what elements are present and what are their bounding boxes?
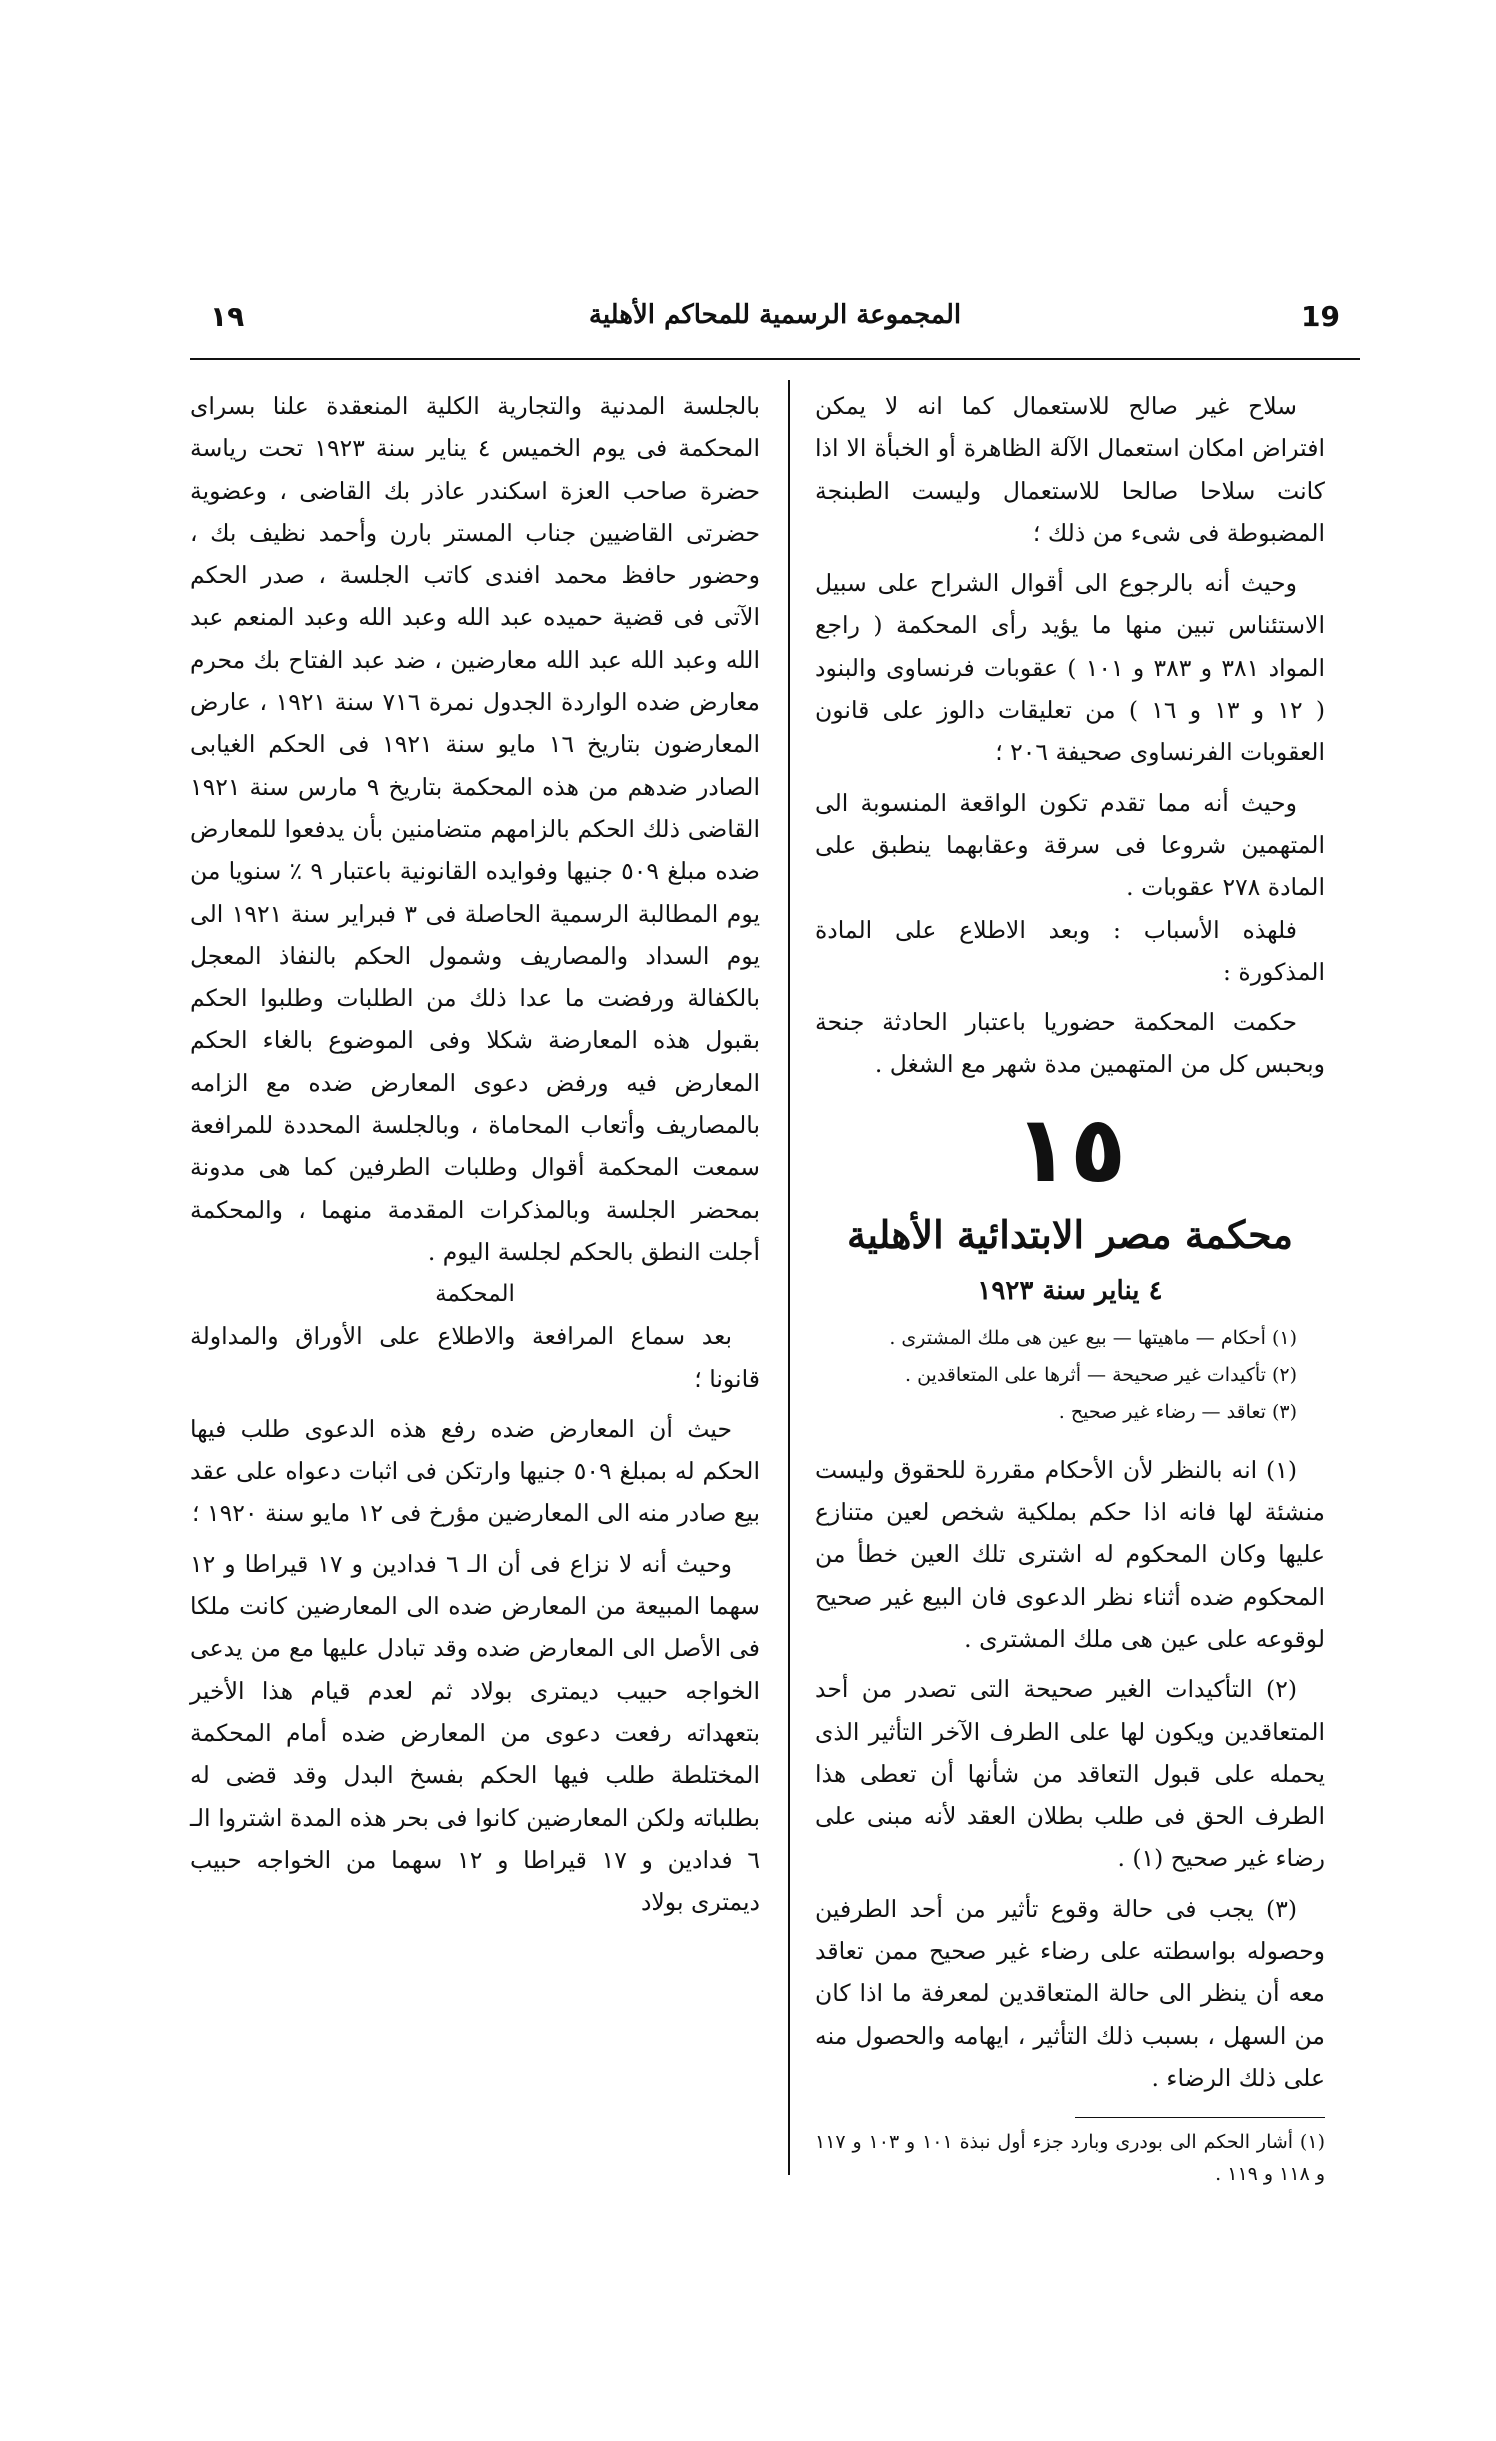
page-header [190,300,1360,344]
principle-paragraph: (٢) التأكيدات الغير صحيحة التى تصدر من أحد المتعاقدين ويكون لها على الطرف الآخر التأثير الذى يحمله على قبول التعاقد من شأنها أن تعطى هذا الطرف الحق فى طلب بطلان العقد لأنه مبنى على رضاء غير صحيح (١) . [815,1675,1325,1873]
footnote-rule [1075,2117,1325,2118]
section-heading: المحكمة [435,1281,515,1308]
paragraph: بالجلسة المدنية والتجارية الكلية المنعقدة علنا بسراى المحكمة فى يوم الخميس ٤ يناير سنة ١٩٢٣ تحت رياسة حضرة صاحب العزة اسكندر عاذر بك القاضى ، وعضوية حضرتى القاضيين جناب المستر بارن وأحمد نظيف بك ، وحضور حافظ محمد افندى كاتب الجلسة ، صدر الحكم الآتى فى قضية حميده عبد الله وعبد الله وعبد المنعم عبد الله وعبد الله عبد الله معارضين ، ضد عبد الفتاح بك محرم معارض ضده الواردة الجدول نمرة ٧١٦ سنة ١٩٢١ ، عارض المعارضون بتاريخ ١٦ مايو سنة ١٩٢١ فى الحكم الغيابى الصادر ضدهم من هذه المحكمة بتاريخ ٩ مارس سنة ١٩٢١ القاضى ذلك الحكم بالزامهم متضامنين بأن يدفعوا للمعارض ضده مبلغ ٥٠٩ جنيها وفوايده القانونية باعتبار ٩ ٪ سنويا من يوم المطالبة الرسمية الحاصلة فى ٣ فبراير سنة ١٩٢١ الى يوم السداد والمصاريف وشمول الحكم بالنفاذ المعجل بالكفالة ورفضت ما عدا ذلك من الطلبات وطلبوا الحكم بقبول هذه المعارضة شكلا وفى الموضوع بالغاء الحكم المعارض فيه ورفض دعوى المعارض ضده مع الزامه بالمصاريف وأتعاب المحاماة ، وبالجلسة المحددة للمرافعة سمعت المحكمة أقوال وطلبات الطرفين كما هى مدونة بمحضر الجلسة وبالمذكرات المقدمة منهما ، والمحكمة أجلت النطق بالحكم لجلسة اليوم . [190,392,760,1266]
paragraph: فلهذه الأسباب : وبعد الاطلاع على المادة المذكورة : [815,915,1325,986]
paragraph: وحيث أنه مما تقدم تكون الواقعة المنسوبة الى المتهمين شروعا فى سرقة وعقابهما ينطبق على المادة ٢٧٨ عقوبات . [815,788,1325,902]
summary-item: (٣) تعاقد — رضاء غير صحيح . [1058,1400,1297,1423]
right-column [815,385,1325,2190]
summary-item: (٢) تأكيدات غير صحيحة — أثرها على المتعاقدين . [904,1363,1297,1386]
summary-list [815,1320,1325,1431]
paragraph: حكمت المحكمة حضوريا باعتبار الحادثة جنحة وبحبس كل من المتهمين مدة شهر مع الشغل . [815,1008,1325,1079]
paragraph: بعد سماع المرافعة والاطلاع على الأوراق والمداولة قانونا ؛ [190,1322,760,1393]
left-column [190,385,760,1923]
summary-item: (١) أحكام — ماهيتها — بيع عين هى ملك المشترى . [889,1326,1297,1349]
principle-paragraph: (١) انه بالنظر لأن الأحكام مقررة للحقوق وليست منشئة لها فانه اذا حكم بملكية شخص لعين متنازع عليها وكان المحكوم له اشترى تلك العين خطأ من المحكوم ضده أثناء نظر الدعوى فان البيع غير صحيح لوقوعه على عين هى ملك المشترى . [815,1455,1325,1653]
footnote: (١) أشار الحكم الى بودرى وبارد جزء أول نبذة ١٠١ و ١٠٣ و ١١٧ و ١١٨ و ١١٩ . [815,2131,1325,2186]
paragraph: وحيث أنه لا نزاع فى أن الـ ٦ فدادين و ١٧ قيراطا و ١٢ سهما المبيعة من المعارض ضده الى المعارضين كانت ملكا فى الأصل الى المعارض ضده وقد تبادل عليها مع من يدعى الخواجه حبيب ديمترى بولاد ثم لعدم قيام هذا الأخير بتعهداته رفعت دعوى من المعارض ضده أمام المحكمة المختلطة طلب فيها الحكم بفسخ البدل وقد قضى له بطلباته ولكن المعارضين كانوا فى بحر هذه المدة اشتروا الـ ٦ فدادين و ١٧ قيراطا و ١٢ سهما من الخواجه حبيب ديمترى بولاد [190,1549,760,1917]
header-rule [190,358,1360,360]
paragraph: وحيث أنه بالرجوع الى أقوال الشراح على سبيل الاستئناس تبين منها ما يؤيد رأى المحكمة ( راجع المواد ٣٨١ و ٣٨٣ و ١٠١ ) عقوبات فرنساوى والبنود ( ١٢ و ١٣ و ١٦ ) من تعليقات دالوز على قانون العقوبات الفرنساوى صحيفة ٢٠٦ ؛ [815,569,1325,767]
paragraph: سلاح غير صالح للاستعمال كما انه لا يمكن افتراض امكان استعمال الآلة الظاهرة أو الخبأة الا اذا كانت سلاحا صالحا للاستعمال وليست الطبنجة المضبوطة فى شىء من ذلك ؛ [815,392,1325,547]
case-number: ١٥ [1013,1095,1127,1203]
page-number-right: 19 [1301,300,1340,333]
case-date: ٤ يناير سنة ١٩٢٣ [977,1275,1163,1306]
court-name: محكمة مصر الابتدائية الأهلية [846,1211,1294,1257]
paragraph: حيث أن المعارض ضده رفع هذه الدعوى طلب فيها الحكم له بمبلغ ٥٠٩ جنيها وارتكن فى اثبات دعواه على عقد بيع صادر منه الى المعارضين مؤرخ فى ١٢ مايو سنة ١٩٢٠ ؛ [190,1414,760,1528]
column-divider [788,380,790,2175]
principle-paragraph: (٣) يجب فى حالة وقوع تأثير من أحد الطرفين وحصوله بواسطته على رضاء غير صحيح ممن تعاقد معه أن ينظر الى حالة المتعاقدين لمعرفة ما اذا كان من السهل ، بسبب ذلك التأثير ، ايهامه والحصول منه على ذلك الرضاء . [815,1894,1325,2092]
running-title: المجموعة الرسمية للمحاكم الأهلية [588,300,962,330]
page-number-left: ١٩ [210,300,245,333]
